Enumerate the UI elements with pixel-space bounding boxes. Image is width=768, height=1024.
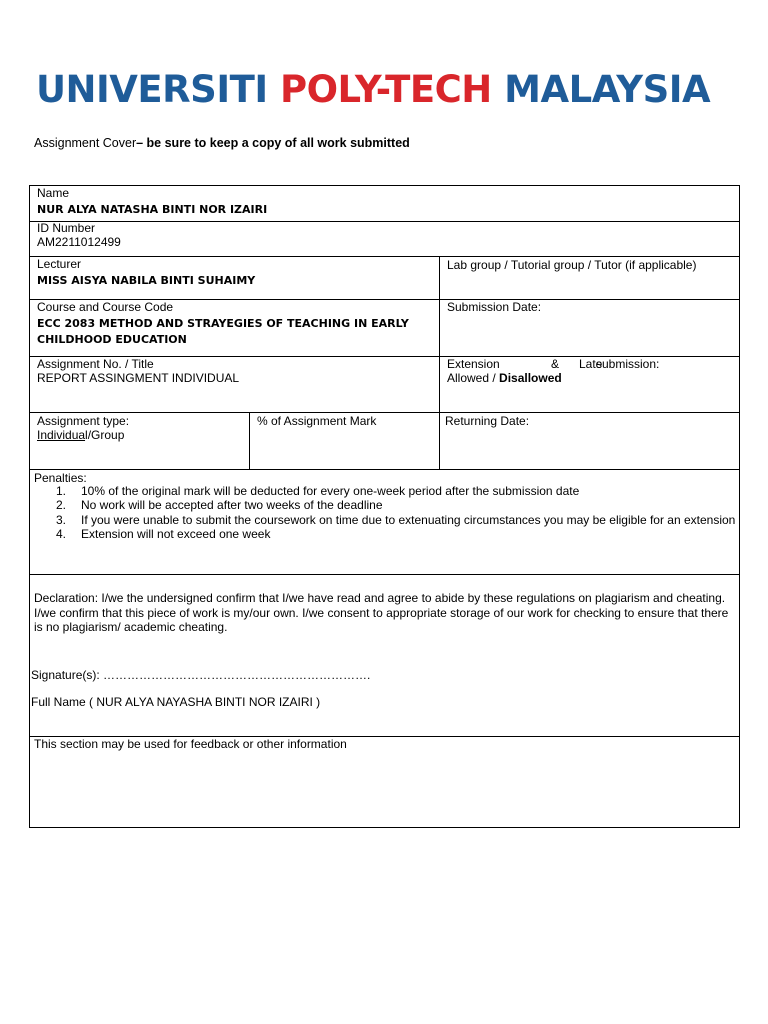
penalty-item: 1. 10% of the original mark will be deducted for every one-week period after the submission date — [56, 484, 580, 498]
signature-line: Signature(s): …………………………………………………………. — [31, 668, 371, 682]
penalties-list — [56, 484, 736, 541]
column-divider — [439, 256, 440, 469]
submission-date-label: Submission Date: — [447, 300, 542, 314]
name-value: NUR ALYA NATASHA BINTI NOR IZAIRI — [37, 203, 268, 216]
row-divider — [30, 574, 739, 575]
penalty-item: 2. No work will be accepted after two weeks of the deadline — [56, 498, 383, 513]
row-divider — [30, 256, 739, 257]
penalties-label: Penalties: — [34, 471, 87, 485]
assignment-title-label: Assignment No. / Title — [37, 357, 154, 371]
row-divider — [30, 469, 739, 470]
assignment-type-individual: Individua — [37, 428, 86, 442]
assignment-cover-form — [29, 185, 740, 828]
name-label: Name — [37, 186, 70, 200]
id-number-value: AM2211012499 — [37, 235, 121, 249]
cover-prefix: Assignment Cover — [34, 136, 137, 150]
column-divider — [249, 412, 250, 469]
extension-word-submission: submission: — [596, 357, 660, 371]
extension-options — [447, 371, 562, 386]
row-divider — [30, 412, 739, 413]
feedback-label: This section may be used for feedback or other information — [34, 737, 347, 751]
heading-part-universiti: UNIVERSITI — [36, 68, 280, 111]
course-value-line1: ECC 2083 METHOD AND STRAYEGIES OF TEACHING IN EARLY — [37, 317, 409, 330]
full-name-line: Full Name ( NUR ALYA NAYASHA BINTI NOR IZAIRI ) — [31, 695, 321, 709]
lecturer-value: MISS AISYA NABILA BINTI SUHAIMY — [37, 274, 256, 287]
returning-date-label: Returning Date: — [445, 414, 530, 428]
declaration-text: Declaration: I/we the undersigned confirm that I/we have read and agree to abide by these regulations on plagiarism and cheating. I/we confirm that this piece of work is my/our own. I/we consent to appropriate storage of our work for checking to ensure that there is no plagiarism/ academic cheating. — [34, 591, 729, 634]
extension-disallowed: Disallowed — [499, 371, 562, 385]
penalty-item: 3. If you were unable to submit the coursework on time due to extenuating circumstances you may be eligible for an extension — [56, 512, 736, 527]
row-divider — [30, 221, 739, 222]
course-value-line2: CHILDHOOD EDUCATION — [37, 333, 187, 346]
course-label: Course and Course Code — [37, 300, 174, 314]
cover-emphasis: – be sure to keep a copy of all work submitted — [136, 136, 410, 150]
penalty-item: 4. Extension will not exceed one week — [56, 526, 271, 541]
assignment-mark-label: % of Assignment Mark — [257, 414, 377, 428]
extension-word-and: & — [551, 357, 560, 371]
heading-part-malaysia: MALAYSIA — [491, 68, 711, 111]
extension-word-extension: Extension — [447, 357, 500, 371]
heading-part-polytech: POLY-TECH — [279, 68, 492, 111]
assignment-type-group: l/Group — [85, 428, 125, 442]
assignment-type-label: Assignment type: — [37, 414, 130, 428]
extension-word-late: Late — [579, 357, 603, 371]
assignment-title-value: REPORT ASSINGMENT INDIVIDUAL — [37, 371, 240, 385]
assignment-cover-note — [34, 136, 410, 150]
extension-allowed: Allowed / — [447, 371, 500, 385]
id-number-label: ID Number — [37, 221, 96, 235]
university-heading — [36, 66, 710, 114]
lecturer-label: Lecturer — [37, 257, 82, 271]
lab-group-label: Lab group / Tutorial group / Tutor (if applicable) — [447, 258, 697, 272]
assignment-type-value — [37, 428, 124, 443]
